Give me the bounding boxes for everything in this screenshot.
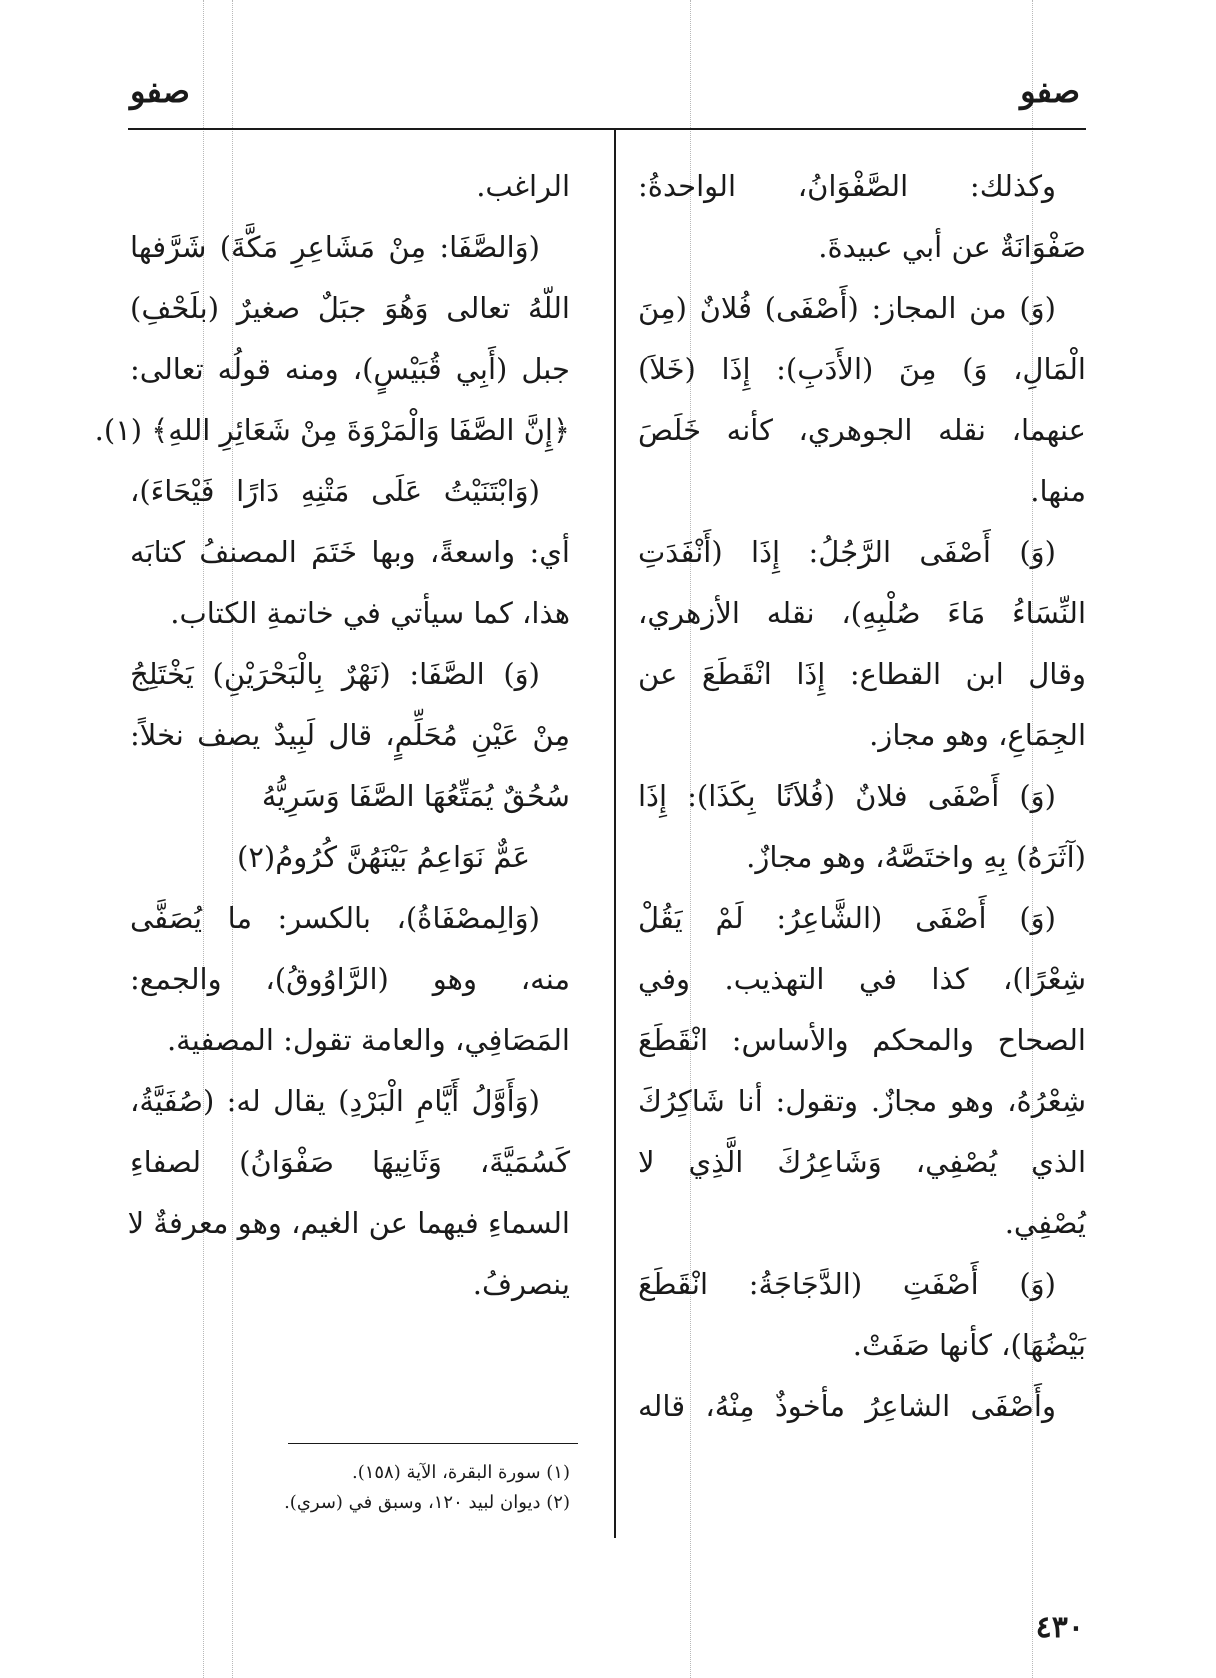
text-line: (وَ) أَصْفَى الرَّجُلُ: إِذَا (أَنْفَدَتِ [638,535,1056,569]
page-number: ٤٣٠ [1035,1610,1084,1645]
text-line: (وَأَوَّلُ أَيَّامِ الْبَرْدِ) يقال له: (صُفَيَّةُ، [130,1084,540,1118]
text-line: يُصْفِي. [1004,1206,1086,1240]
text-line: (وَ) أَصْفَى فلانٌ (فُلاَنًا بِكَذَا): إِذَا [638,779,1056,813]
text-line: منه، وهو (الرَّاوُوقُ)، والجمع: [130,962,570,996]
text-line: مِنْ عَيْنِ مُحَلِّمٍ، قال لَبِيدٌ يصف نخلاً: [130,718,570,752]
poetry-hemistich-second: عَمٌّ نَوَاعِمُ بَيْنَهُنَّ كُرُومُ(٢) [237,840,530,874]
text-line: المَصَافِي، والعامة تقول: المصفية. [166,1023,570,1057]
text-line: السماءِ فيهما عن الغيم، وهو معرفةٌ لا [127,1206,570,1240]
text-line: وأَصْفَى الشاعِرُ مأخوذٌ مِنْهُ، قاله [638,1389,1056,1423]
text-line: أي: واسعةً، وبها خَتَمَ المصنفُ كتابَه [130,535,570,569]
running-head-right: صفو [1020,72,1080,110]
text-line: (وَ) الصَّفَا: (نَهْرٌ بِالْبَحْرَيْنِ) يَخْتَلِجُ [130,657,540,691]
poetry-hemistich-first: سُحُقٌ يُمَتِّعُهَا الصَّفَا وَسَرِيُّهُ [261,779,570,813]
footnote-rule [288,1443,578,1444]
running-head-left: صفو [130,72,190,110]
text-line: ينصرفُ. [472,1267,570,1301]
text-line: الجِمَاعِ، وهو مجاز. [869,718,1086,752]
text-line: (وَ) أَصْفَتِ (الدَّجَاجَةُ: انْقَطَعَ [638,1267,1056,1301]
text-line: الْمَالِ، وَ) مِنَ (الأَدَبِ): إِذَا (خَلاَ) [638,352,1086,386]
footnotes [130,1458,570,1518]
footnote: (١) سورة البقرة، الآية (١٥٨). [351,1462,570,1483]
text-line: الذي يُصْفِي، وَشَاعِرُكَ الَّذِي لا [638,1145,1086,1179]
text-line: النِّسَاءُ مَاءَ صُلْبِهِ)، نقله الأزهري، [638,596,1086,630]
text-line: (وَالِمصْفَاةُ)، بالكسر: ما يُصَفَّى [130,901,540,935]
text-line: الراغب. [476,169,570,203]
right-column [638,156,1086,1437]
column-divider [614,128,616,1538]
text-line: شِعْرُهُ، وهو مجازٌ. وتقول: أنا شَاكِرُكَ [638,1084,1086,1118]
text-line: (وَ) من المجاز: (أَصْفَى) فُلانٌ (مِنَ [638,291,1056,325]
text-line: اللّهُ تعالى وَهُوَ جبَلٌ صغيرٌ (بلَحْفِ) [130,291,570,325]
text-line: شِعْرًا)، كذا في التهذيب. وفي [638,962,1086,996]
text-line: هذا، كما سيأتي في خاتمةِ الكتاب. [170,596,570,630]
text-line: (وَابْتَنَيْتُ عَلَى مَتْنِهِ دَارًا فَيْحَاءَ)، [130,474,540,508]
text-line: وقال ابن القطاع: إِذَا انْقَطَعَ عن [638,657,1086,691]
text-line: وكذلك: الصَّفْوَانُ، الواحدةُ: [638,169,1056,203]
text-line: كَسُمَيَّةَ، وَثَانِيهَا صَفْوَانُ) لصفاءِ [130,1145,570,1179]
text-line: جبل (أَبِي قُبَيْسٍ)، ومنه قولُه تعالى: [130,352,570,386]
text-line: (وَ) أَصْفَى (الشَّاعِرُ: لَمْ يَقُلْ [638,901,1056,935]
text-line: بَيْضُهَا)، كأنها صَفَتْ. [852,1328,1086,1362]
text-line: عنهما، نقله الجوهري، كأنه خَلَصَ [638,413,1086,447]
quran-verse-line: ﴿إِنَّ الصَّفَا وَالْمَرْوَةَ مِنْ شَعَائِرِ اللهِ﴾ (١). [94,413,570,447]
text-line: منها. [1030,474,1086,508]
text-line: صَفْوَانَةٌ عن أبي عبيدةَ. [818,230,1086,264]
left-column [94,156,570,1315]
text-line: (وَالصَّفَا: مِنْ مَشَاعِرِ مَكَّةَ) شَرَّفها [130,230,540,264]
header-rule [128,128,1086,130]
footnote: (٢) ديوان لبيد ١٢٠، وسبق في (سري). [284,1492,570,1513]
text-line: (آثَرَهُ) بِهِ واختَصَّهُ، وهو مجازٌ. [746,840,1086,874]
text-line: الصحاح والمحكم والأساس: انْقَطَعَ [638,1023,1086,1057]
